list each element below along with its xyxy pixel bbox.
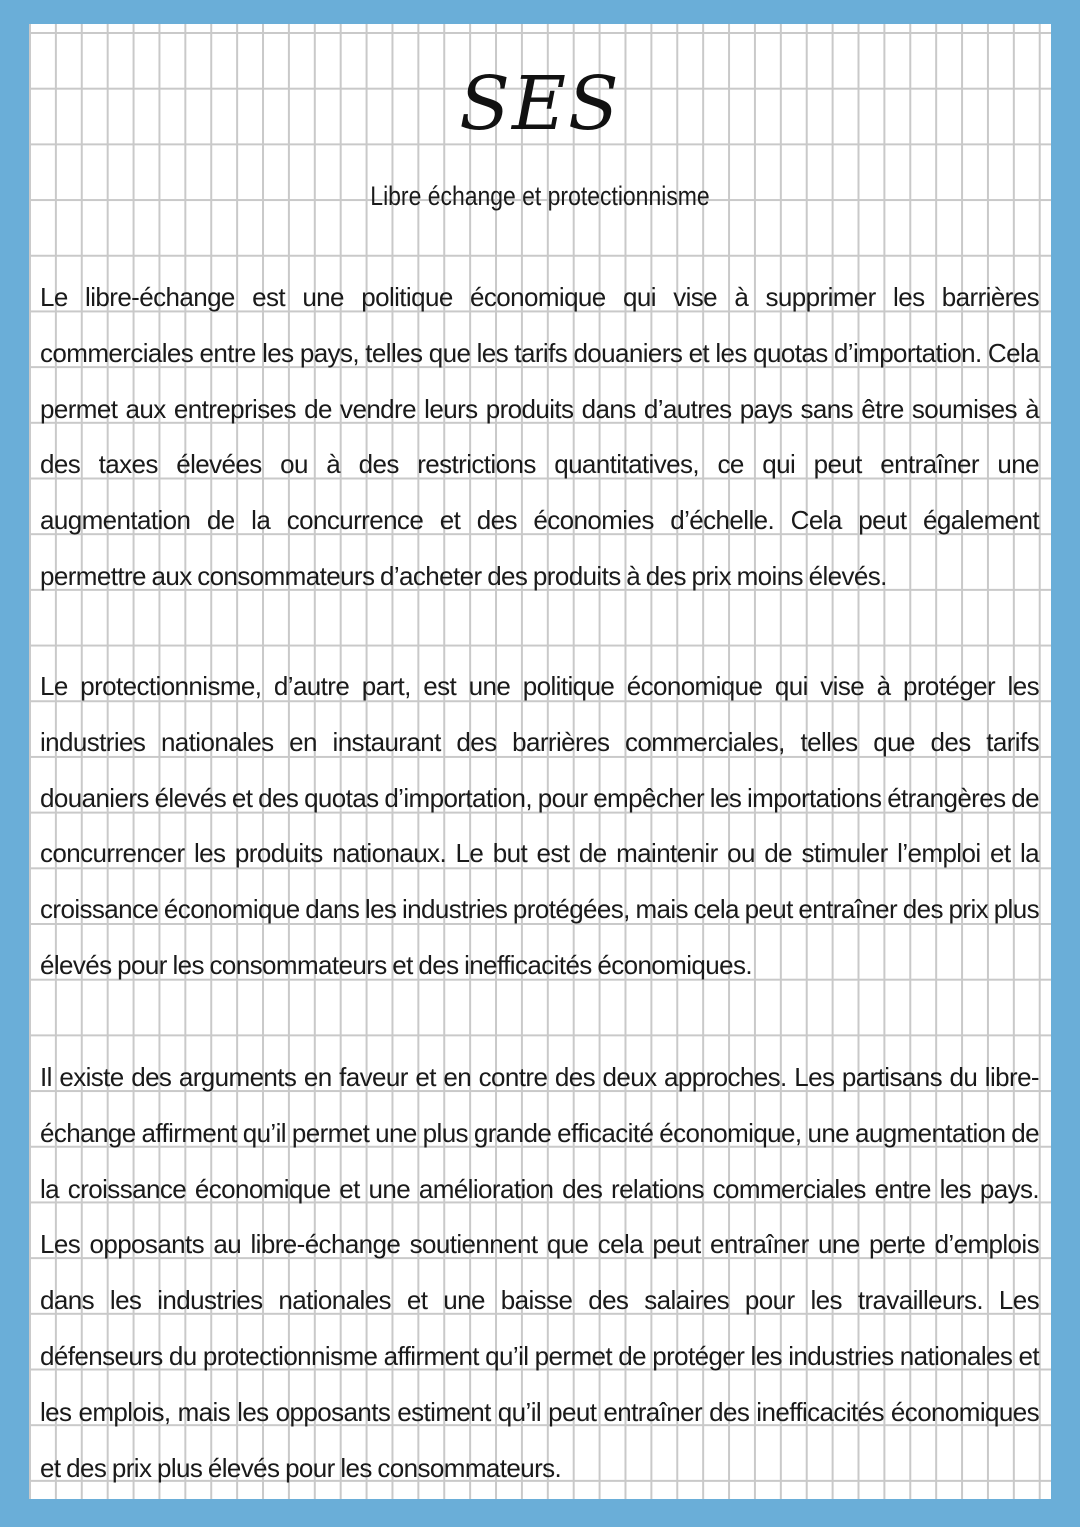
paragraph-protectionnisme: Le protectionnisme, d’autre part, est une politique économique qui vise à protéger les industries nationales en instaurant des barrières commerciales, telles que des tarifs douaniers élevés et des quotas d’importation, pour empêcher les importations étrangères de concurrencer les produits nationaux. Le but est de maintenir ou de stimuler l’emploi et la croissance économique dans les industries protégées, mais cela peut entraîner des prix plus élevés pour les consommateurs et des inefficacités économiques. (40, 671, 1039, 980)
paragraph-libre-echange: Le libre-échange est une politique économique qui vise à supprimer les barrières commerciales entre les pays, telles que les tarifs douaniers et les quotas d’importation. Cela permet aux entreprises de vendre leurs produits dans d’autres pays sans être soumises à des taxes élevées ou à des restrictions quantitatives, ce qui peut entraîner une augmentation de la concurrence et des économies d’échelle. Cela peut également permettre aux consommateurs d’acheter des produits à des prix moins élevés. (40, 282, 1039, 591)
page-title: SES (459, 61, 621, 147)
paragraph-arguments: Il existe des arguments en faveur et en contre des deux approches. Les partisans du libre-échange affirment qu’il permet une plus grande efficacité économique, une augmentation de la croissance économique et une amélioration des relations commerciales entre les pays. Les opposants au libre-échange soutiennent que cela peut entraîner une perte d’emplois dans les industries nationales et une baisse des salaires pour les travailleurs. Les défenseurs du protectionnisme affirment qu’il permet de protéger les industries nationales et les emplois, mais les opposants estiment qu’il peut entraîner des inefficacités économiques et des prix plus élevés pour les consommateurs. (40, 1062, 1039, 1483)
page-subtitle: Libre échange et protectionnisme (370, 181, 710, 211)
grid-paper-sheet (29, 24, 1051, 1499)
